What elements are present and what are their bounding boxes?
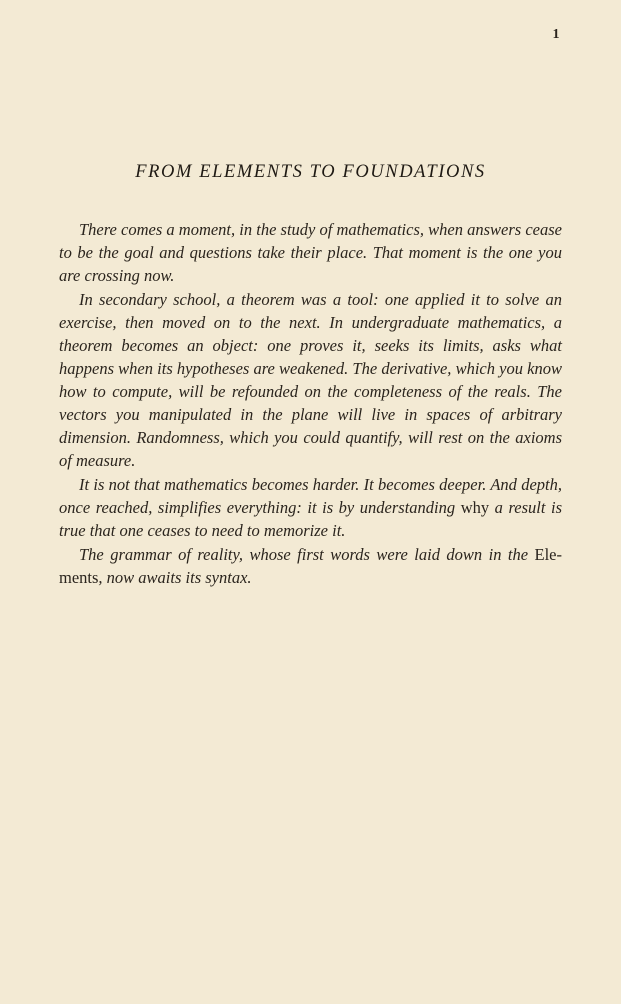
paragraph-3-tail: a result is true that one ceases to need to memorize it. <box>59 498 562 540</box>
paragraph-4-emphasis: Elements <box>59 545 562 587</box>
paragraph-3-lead: It is not that mathematics becomes harder. It becomes deeper. And depth, once reached, simplifies everything: it is by understanding <box>59 475 562 517</box>
paragraph-3 <box>59 473 562 542</box>
paragraph-3-emphasis: why <box>460 498 490 517</box>
paragraph-4 <box>59 543 562 589</box>
paragraph-4-tail: , now awaits its syntax. <box>98 568 252 587</box>
paragraph-4-lead: The grammar of reality, whose first words were laid down in the <box>79 545 535 564</box>
page-title: FROM ELEMENTS TO FOUNDATIONS <box>135 162 486 182</box>
body-text <box>59 218 562 590</box>
paragraph-2: In secondary school, a theorem was a tool: one applied it to solve an exercise, then moved on to the next. In undergraduate mathematics, a theorem becomes an object: one proves it, seeks its limits, asks what happens when its hypotheses are weakened. The derivative, which you know how to compute, will be refounded on the completeness of the reals. The vectors you manipulated in the plane will live in spaces of arbitrary dimension. Randomness, which you could quantify, will rest on the axioms of measure. <box>59 290 562 470</box>
paragraph-1: There comes a moment, in the study of mathematics, when answers cease to be the goal and questions take their place. That moment is the one you are crossing now. <box>59 220 562 285</box>
page-number: 1 <box>552 27 560 42</box>
